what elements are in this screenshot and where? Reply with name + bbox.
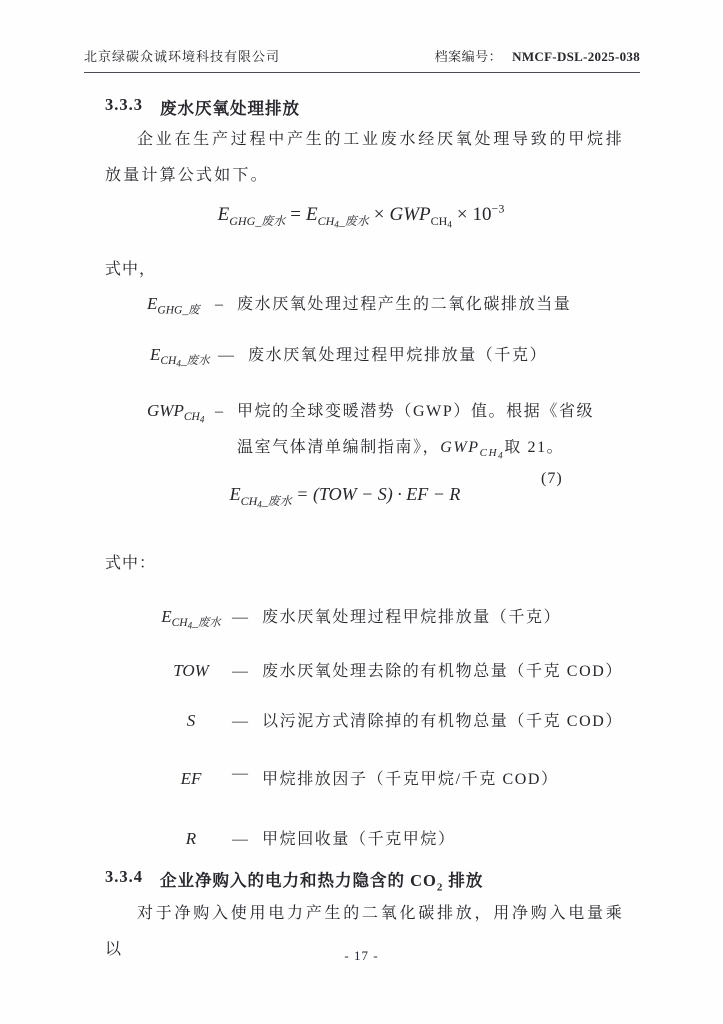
section-number: 3.3.4 — [105, 867, 143, 886]
definition-dash: — — [218, 347, 234, 364]
definition-row — [150, 342, 547, 369]
file-number-value: NMCF-DSL-2025-038 — [512, 49, 640, 64]
paragraph-333: 企业在生产过程中产生的工业废水经厌氧处理导致的甲烷排放量计算公式如下。 — [105, 131, 624, 184]
definition-text: 甲烷排放因子（千克甲烷/千克 COD） — [262, 771, 559, 788]
definition-text: 废水厌氧处理过程产生的二氧化碳排放当量 — [237, 296, 572, 313]
formula1-power: $10^{-3}$ — [472, 202, 505, 226]
definition-row — [150, 766, 559, 789]
definition-text: 废水厌氧处理过程甲烷排放量（千克） — [248, 347, 548, 364]
equals-sign: = — [290, 204, 301, 226]
section-title: 废水厌氧处理排放 — [160, 99, 300, 118]
definition-dash: – — [215, 403, 223, 420]
definition-dash: – — [215, 296, 223, 313]
definition-row — [150, 658, 623, 681]
definition-row — [147, 394, 594, 473]
multiply-sign: × — [456, 204, 468, 226]
definition-dash: — — [232, 663, 248, 680]
page-header — [84, 46, 640, 73]
formula-ghg-wastewater — [115, 202, 607, 229]
equation-number: (7) — [541, 470, 563, 487]
definition-text: 甲烷回收量（千克甲烷） — [262, 831, 456, 848]
section-heading-334 — [105, 867, 483, 893]
symbol-e-ch4: $E_{CH4\_废水}$ — [150, 345, 210, 369]
section-heading-333 — [105, 95, 300, 119]
where-label-1: 式中， — [105, 261, 157, 278]
formula2-rhs: = (TOW − S) · EF − R — [296, 484, 461, 504]
symbol-e-ch4: $E_{CH4\_废水}$ — [161, 607, 221, 631]
definition-text: 以污泥方式清除掉的有机物总量（千克 COD） — [262, 713, 623, 730]
definition-dash: — — [232, 713, 248, 730]
paragraph-334: 对于净购入使用电力产生的二氧化碳排放，用净购入电量乘以 — [105, 905, 624, 958]
multiply-sign: × — [373, 204, 385, 226]
definition-text: 甲烷的全球变暖潜势（GWP）值。根据《省级 温室气体清单编制指南》，$GWP_{CH_4}$取 21。 — [237, 403, 595, 461]
symbol-e-ghg: $E_{GHG\_废}$ — [147, 294, 200, 317]
symbol-s: S — [186, 711, 196, 730]
section-title: 企业净购入的电力和热力隐含的 $CO_2$ 排放 — [160, 871, 484, 894]
definition-row — [147, 291, 571, 317]
company-name: 北京绿碳众诚环境科技有限公司 — [84, 49, 281, 64]
inline-gwp-symbol: $GWP_{CH_4}$ — [440, 439, 505, 461]
page-number: - 17 - — [344, 948, 379, 963]
definition-dash: — — [232, 609, 248, 626]
symbol-ef: EF — [180, 769, 202, 788]
definition-dash: — — [232, 831, 248, 848]
symbol-tow: TOW — [173, 661, 209, 680]
formula1-lhs: $E_{GHG\_废水}$ — [217, 204, 286, 229]
where-label-2: 式中： — [105, 555, 157, 572]
formula-ch4-wastewater — [130, 484, 560, 509]
definition-row — [150, 708, 623, 731]
formula2-lhs: $E_{CH4\_废水}$ — [229, 484, 292, 509]
symbol-r: R — [185, 829, 197, 848]
file-number-label: 档案编号： — [434, 49, 503, 64]
symbol-gwp-ch4: $GWP_{CH4}$ — [147, 401, 205, 425]
definition-row — [150, 604, 561, 631]
definition-text: 废水厌氧处理去除的有机物总量（千克 COD） — [262, 663, 623, 680]
definition-row — [150, 826, 456, 849]
file-number-group — [435, 46, 640, 65]
definition-dash: — — [232, 765, 248, 782]
section-number: 3.3.3 — [105, 95, 143, 114]
formula1-term1: $E_{CH4\_废水}$ — [305, 204, 369, 230]
formula1-term2: $GWP_{CH4}$ — [389, 204, 452, 230]
definition-text: 废水厌氧处理过程甲烷排放量（千克） — [262, 609, 562, 626]
